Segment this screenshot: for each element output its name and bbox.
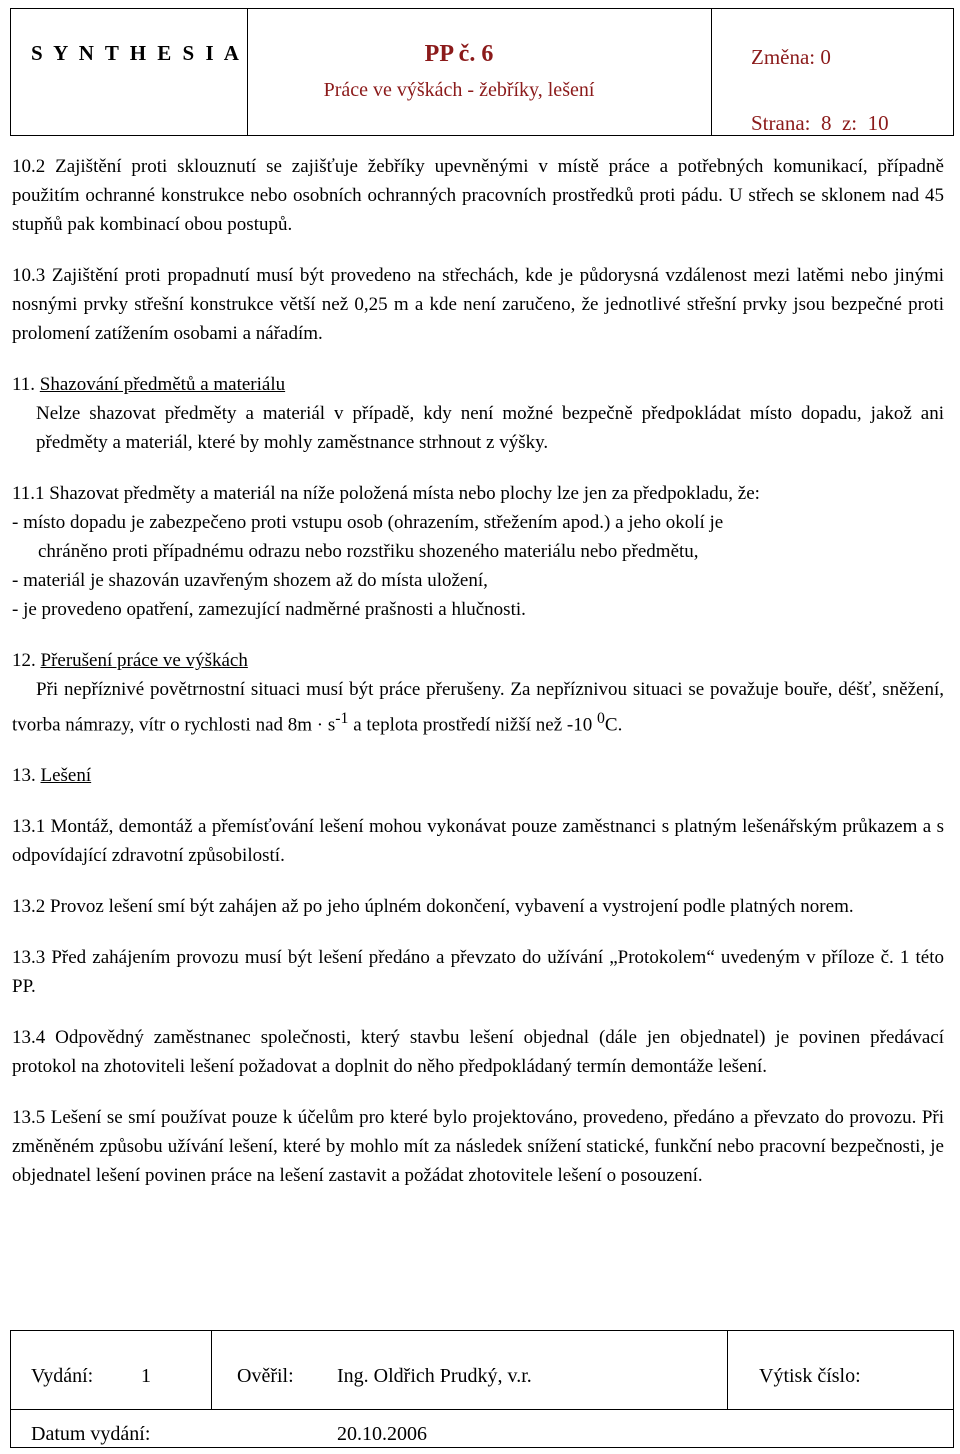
footer-divider bbox=[11, 1409, 953, 1410]
list-item-continuation: chráněno proti případnému odrazu nebo rozstřiku shozeného materiálu nebo předmětu, bbox=[38, 541, 699, 562]
edition-value: 1 bbox=[141, 1365, 151, 1387]
list-item: - materiál je shazován uzavřeným shozem až do místa uložení, bbox=[12, 570, 488, 591]
section-13-heading bbox=[12, 761, 944, 790]
document-body bbox=[12, 152, 944, 1190]
footer-divider bbox=[727, 1331, 728, 1409]
wind-unit-exponent: -1 bbox=[335, 710, 349, 727]
degree-mark: 0 bbox=[596, 710, 605, 727]
document-footer bbox=[10, 1330, 954, 1448]
section-12-text-c: C. bbox=[604, 714, 623, 736]
change-value: 0 bbox=[820, 45, 831, 69]
paragraph-10-3: 10.3 Zajištění proti propadnutí musí být provedeno na střechách, kde je půdorysná vzdálenost mezi latěmi nebo jinými nosnými prvky střešní konstrukce větší než 0,25 m a kde není zaručeno, že jednotlivé střešní prvky jsou bezpečné proti prolomení zatížením osobami a nářadím. bbox=[12, 265, 944, 344]
document-code: PP č. 6 bbox=[424, 41, 494, 67]
page-separator: z: bbox=[841, 111, 858, 135]
header-divider bbox=[711, 9, 712, 135]
section-13-number: 13. bbox=[12, 765, 36, 787]
issue-date-value: 20.10.2006 bbox=[337, 1423, 427, 1445]
page-total: 10 bbox=[867, 111, 889, 135]
page-current: 8 bbox=[820, 111, 832, 135]
header-divider bbox=[247, 9, 248, 135]
paragraph-13-5: 13.5 Lešení se smí používat pouze k účelům pro které bylo projektováno, provedeno, předáno a převzato do provozu. Při změněném způsobu užívání lešení, které by mohlo mít za následek snížení statické, funkční nebo pracovní bezpečnosti, je objednatel lešení povinen práce na lešení zastavit a požádat zhotovitele lešení o posouzení. bbox=[12, 1107, 944, 1187]
section-12-text-b: a teplota prostředí nižší než -10 bbox=[348, 714, 597, 736]
page-indicator bbox=[751, 111, 889, 136]
paragraph-13-2: 13.2 Provoz lešení smí být zahájen až po jeho úplném dokončení, vybavení a vystrojení podle platných norem. bbox=[12, 896, 854, 918]
section-12-text bbox=[12, 675, 944, 739]
page-label: Strana: bbox=[751, 111, 811, 135]
company-name: S Y N T H E S I A bbox=[31, 41, 242, 65]
list-item: - místo dopadu je zabezpečeno proti vstupu osob (ohrazením, střežením apod.) a jeho okolí je bbox=[12, 512, 724, 533]
section-11-number: 11. bbox=[12, 374, 36, 395]
section-12-text-a: Při nepříznivé povětrnostní situaci musí být práce přerušeny. Za nepříznivou situaci se považuje bouře, déšť, sněžení, tvorba námrazy, vítr o rychlosti nad 8m · s bbox=[12, 679, 944, 736]
verified-value: Ing. Oldřich Prudký, v.r. bbox=[337, 1365, 532, 1387]
footer-divider bbox=[211, 1331, 212, 1409]
section-12-heading bbox=[12, 646, 944, 675]
document-header bbox=[10, 8, 954, 136]
change-label: Změna: bbox=[751, 45, 816, 69]
section-11-heading bbox=[12, 370, 944, 399]
document-subtitle: Práce ve výškách - žebříky, lešení bbox=[323, 79, 595, 101]
paragraph-13-1: 13.1 Montáž, demontáž a přemísťování lešení mohou vykonávat pouze zaměstnanci s platným lešenářským průkazem a s odpovídající zdravotní způsobilostí. bbox=[12, 816, 944, 867]
change-indicator bbox=[751, 45, 831, 70]
edition-label: Vydání: bbox=[31, 1365, 94, 1387]
section-12-number: 12. bbox=[12, 650, 36, 671]
list-item: - je provedeno opatření, zamezující nadměrné prašnosti a hlučnosti. bbox=[12, 599, 526, 620]
paragraph-13-3: 13.3 Před zahájením provozu musí být lešení předáno a převzato do užívání „Protokolem“ uvedeným v příloze č. 1 této PP. bbox=[12, 947, 944, 998]
paragraph-13-4: 13.4 Odpovědný zaměstnanec společnosti, který stavbu lešení objednal (dále jen objednatel) je povinen předávací protokol na zhotoviteli lešení požadovat a doplnit do něho předpokládaný termín demontáže lešení. bbox=[12, 1027, 944, 1078]
section-11-text: Nelze shazovat předměty a materiál v případě, kdy není možné bezpečně předpokládat místo dopadu, jakož ani předměty a materiál, které by mohly zaměstnance strhnout z výšky. bbox=[36, 403, 944, 453]
copy-number-label: Výtisk číslo: bbox=[759, 1365, 861, 1387]
section-13-title: Lešení bbox=[40, 765, 92, 787]
section-12-title: Přerušení práce ve výškách bbox=[40, 650, 248, 671]
paragraph-11-1: 11.1 Shazovat předměty a materiál na níže položená místa nebo plochy lze jen za předpokladu, že: bbox=[12, 483, 760, 504]
paragraph-10-2: 10.2 Zajištění proti sklouznutí se zajišťuje žebříky upevněnými v místě práce a potřebných komunikací, případně použitím ochranné konstrukce nebo osobních ochranných pracovních prostředků proti pádu. U střech se sklonem nad 45 stupňů pak kombinací obou postupů. bbox=[12, 156, 944, 235]
issue-date-label: Datum vydání: bbox=[31, 1423, 151, 1445]
verified-label: Ověřil: bbox=[237, 1365, 294, 1387]
section-11-title: Shazování předmětů a materiálu bbox=[39, 374, 286, 395]
